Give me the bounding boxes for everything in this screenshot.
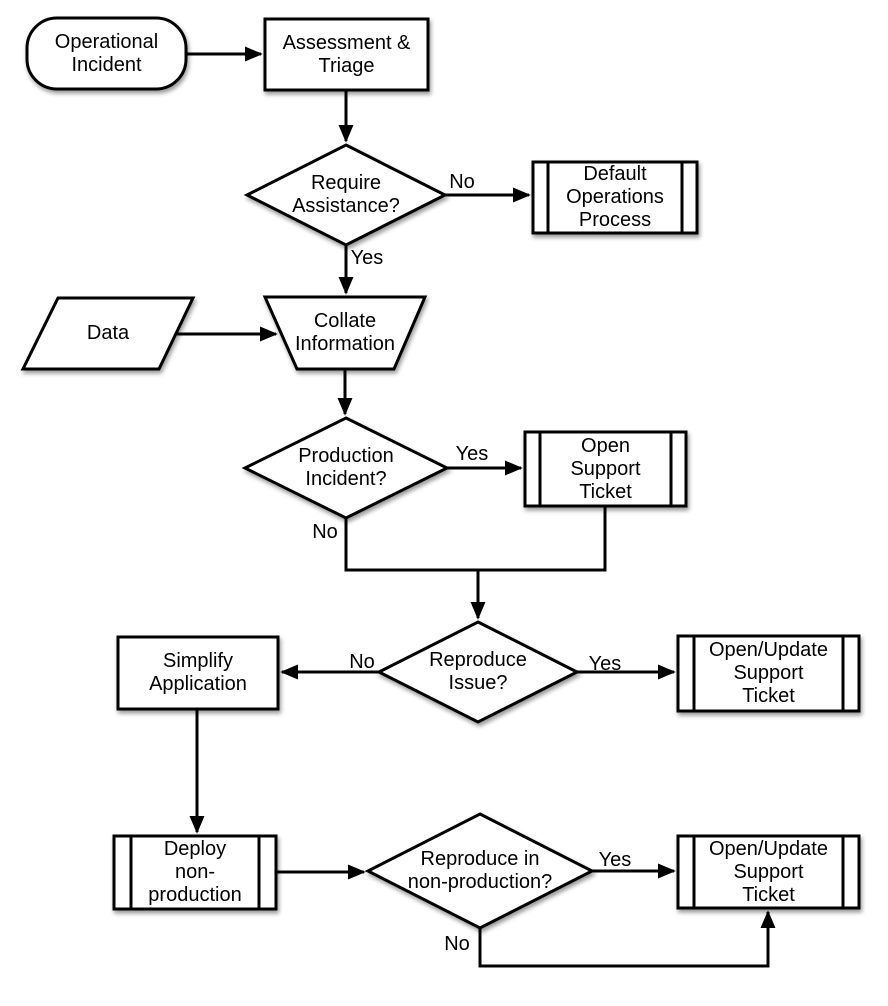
process-simplify-application (118, 637, 278, 709)
decision-production-incident (245, 418, 447, 518)
node-label-require-assistance: Require Assistance? (292, 172, 400, 217)
predefined-open-support-ticket (525, 432, 686, 506)
edge-label-reproduce-non-production-no: No (444, 933, 470, 955)
node-label-simplify-application: Simplify Application (149, 650, 247, 695)
decision-reproduce-non-production (368, 814, 592, 928)
node-label-reproduce-non-production: Reproduce in non-production? (407, 848, 553, 893)
node-label-data: Data (86, 321, 130, 344)
predefined-deploy-non-production (114, 836, 276, 909)
process-assessment-triage (265, 19, 428, 90)
edge-label-production-incident-yes: Yes (455, 443, 489, 465)
node-label-default-operations-process: Default Operations Process (566, 163, 664, 231)
predefined-open-update-support-ticket-1 (678, 636, 859, 711)
edge-reproduce-non-production-no-to-open-update-ticket-2 (480, 912, 768, 966)
edge-production-incident-no-segment (346, 518, 478, 570)
node-label-production-incident: Production Incident? (298, 445, 394, 490)
edge-label-production-incident-no: No (312, 521, 338, 543)
edge-open-support-ticket-down-segment (478, 506, 605, 570)
edge-label-require-assistance-yes: Yes (350, 247, 384, 269)
data-shape-data (23, 298, 193, 369)
node-label-collate-information: Collate Information (294, 310, 396, 355)
predefined-default-operations-process (533, 162, 697, 233)
edge-label-reproduce-issue-yes: Yes (588, 653, 622, 675)
edge-label-require-assistance-no: No (449, 171, 475, 193)
node-label-open-support-ticket: Open Support Ticket (570, 434, 641, 503)
node-label-assessment-triage: Assessment & Triage (282, 31, 411, 77)
manual-operation-collate-information (265, 297, 425, 369)
terminator-operational-incident (27, 18, 186, 89)
node-label-open-update-support-ticket-2: Open/Update Support Ticket (709, 837, 828, 906)
node-label-operational-incident: Operational Incident (54, 30, 159, 76)
edge-label-reproduce-issue-no: No (349, 651, 375, 673)
edge-label-reproduce-non-production-yes: Yes (598, 849, 632, 871)
decision-require-assistance (247, 145, 445, 245)
predefined-process-bars (131, 162, 843, 909)
node-label-deploy-non-production: Deploy non- production (148, 838, 242, 906)
node-label-reproduce-issue: Reproduce Issue? (429, 649, 527, 694)
decision-reproduce-issue (379, 622, 577, 722)
node-label-open-update-support-ticket-1: Open/Update Support Ticket (709, 639, 828, 707)
predefined-open-update-support-ticket-2 (678, 836, 859, 908)
